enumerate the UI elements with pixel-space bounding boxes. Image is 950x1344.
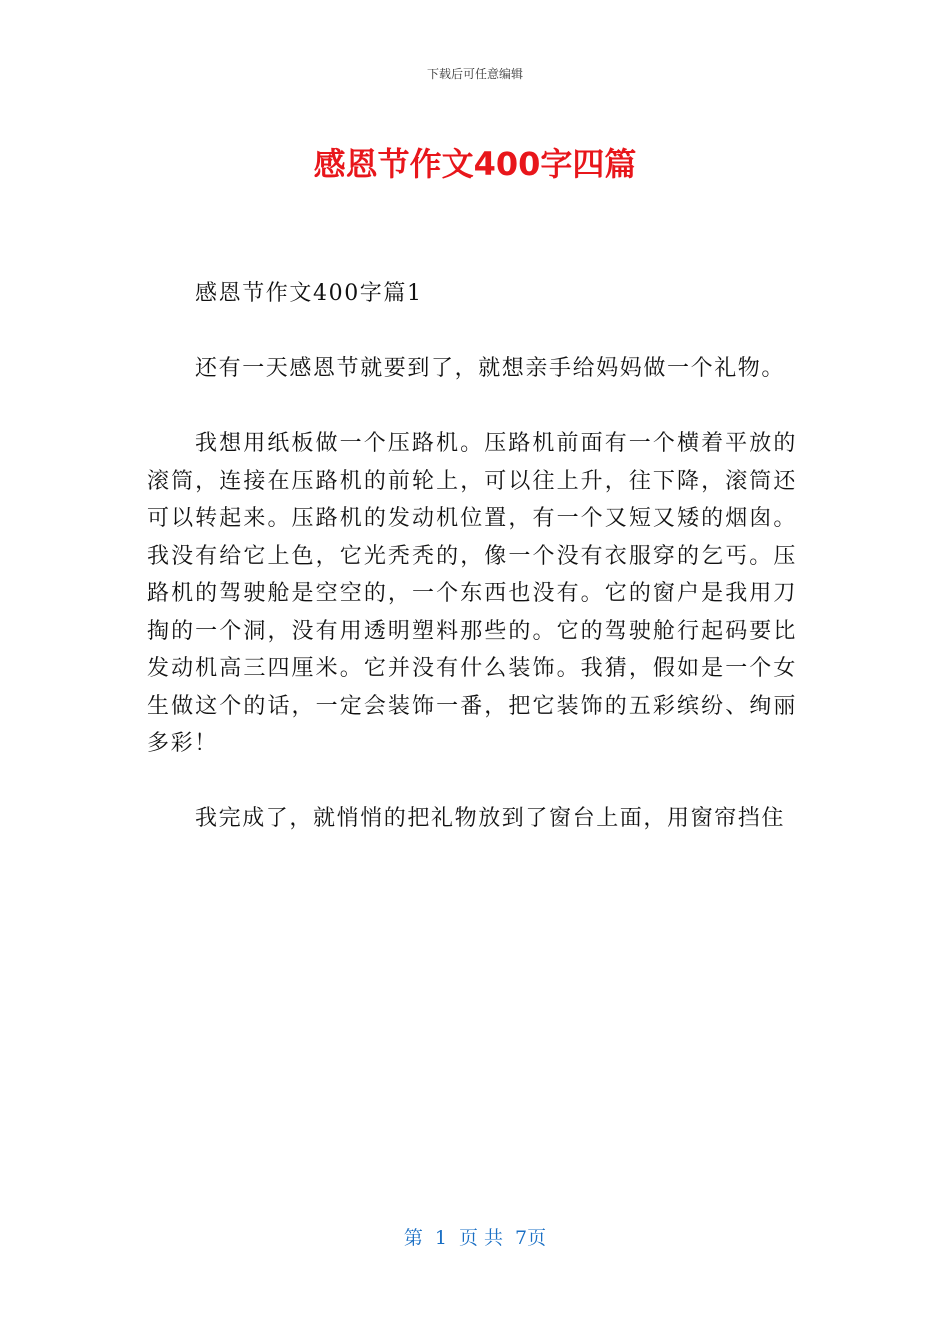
page-footer (0, 1226, 950, 1250)
paragraph: 还有一天感恩节就要到了，就想亲手给妈妈做一个礼物。 (195, 356, 786, 381)
document-title: 感恩节作文400字四篇 (313, 145, 637, 183)
footer-total-pages: 7页 (515, 1227, 547, 1249)
footer-prefix: 第 (403, 1227, 423, 1249)
section-heading: 感恩节作文400字篇1 (195, 281, 423, 306)
paragraph: 我完成了，就悄悄的把礼物放到了窗台上面，用窗帘挡住 (195, 806, 786, 831)
footer-page-number: 1 (434, 1227, 447, 1249)
footer-middle: 页 共 (458, 1227, 504, 1249)
paragraph: 我想用纸板做一个压路机。压路机前面有一个横着平放的滚筒，连接在压路机的前轮上，可以往上升，往下降，滚筒还可以转起来。压路机的发动机位置，有一个又短又矮的烟囱。我没有给它上色，它光秃秃的，像一个没有衣服穿的乞丐。压路机的驾驶舱是空空的，一个东西也没有。它的窗户是我用刀掏的一个洞，没有用透明塑料那些的。它的驾驶舱行起码要比发动机高三四厘米。它并没有什么装饰。我猜，假如是一个女生做这个的话，一定会装饰一番，把它装饰的五彩缤纷、绚丽多彩！ (147, 431, 797, 756)
document-body (147, 275, 797, 875)
header-note: 下载后可任意编辑 (426, 67, 523, 81)
